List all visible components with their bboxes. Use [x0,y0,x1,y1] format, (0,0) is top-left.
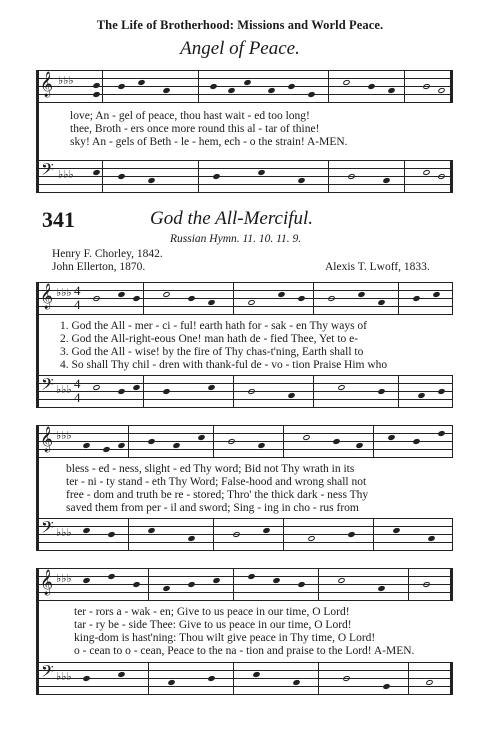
s3-treble-staff [38,568,453,600]
s1-verse-4: 4. So shall Thy chil - dren with thank-ful de - vo - tion Praise Him who [60,359,388,371]
s2-verse-1: bless - ed - ness, slight - ed Thy word; Bid not Thy wrath in its [66,463,355,475]
author-credit-2: John Ellerton, 1870. [52,261,146,273]
author-credit-1: Henry F. Chorley, 1842. [52,248,163,260]
key-signature-icon: ♭♭♭ [58,169,74,181]
page-header: The Life of Brotherhood: Missions and World Peace. [96,18,384,32]
s3-verse-2: tar - ry be - side Thee: Give to us peace in our time, O Lord! [74,619,352,631]
s3-verse-1: ter - rors a - wak - en; Give to us peace in our time, O Lord! [74,606,350,618]
prev-lyric-line-3: sky! An - gels of Beth - le - hem, ech - o the strain! A-MEN. [70,136,348,148]
treble-clef-icon: 𝄞 [40,426,54,451]
tune-name: Russian Hymn. 11. 10. 11. 9. [170,233,302,245]
s2-bass-staff [38,518,453,550]
composer-credit: Alexis T. Lwoff, 1833. [325,261,430,273]
key-signature-icon: ♭♭♭ [56,671,72,683]
s1-treble-staff [38,282,453,314]
bass-clef-icon: 𝄢 [41,663,54,685]
prev-lyric-line-2: thee, Broth - ers once more round this al - tar of thine! [70,123,320,135]
key-signature-icon: ♭♭♭ [56,287,72,299]
bass-clef-icon: 𝄢 [41,376,54,398]
prev-bass-staff [38,160,453,192]
s2-verse-4: saved them from per - il and sword; Sing - ing in cho - rus from [66,502,359,514]
s1-verse-2: 2. God the All-right-eous One! man hath de - fied Thee, Yet to e- [60,333,359,345]
system-brace [36,425,39,551]
time-signature-icon: 4 4 [74,283,81,312]
treble-clef-icon: 𝄞 [40,283,54,308]
key-signature-icon: ♭♭♭ [56,430,72,442]
treble-clef-icon: 𝄞 [40,71,54,96]
prev-treble-staff [38,70,453,102]
treble-clef-icon: 𝄞 [40,569,54,594]
bass-clef-icon: 𝄢 [41,161,54,183]
key-signature-icon: ♭♭♭ [56,527,72,539]
prev-hymn-title: Angel of Peace. [180,38,300,59]
system-brace [36,568,39,695]
system-brace [36,70,39,193]
key-signature-icon: ♭♭♭ [58,75,74,87]
key-signature-icon: ♭♭♭ [56,384,72,396]
s1-bass-staff [38,375,453,407]
time-signature-icon: 4 4 [74,376,81,405]
key-signature-icon: ♭♭♭ [56,573,72,585]
s3-bass-staff [38,662,453,694]
hymn-number: 341 [42,207,75,232]
s2-treble-staff [38,425,453,457]
s2-verse-2: ter - ni - ty stand - eth Thy Word; False-hood and wrong shall not [66,476,367,488]
s1-verse-3: 3. God the All - wise! by the fire of Thy chas-t'ning, Earth shall to [60,346,364,358]
system-brace [36,282,39,408]
s2-verse-3: free - dom and truth be re - stored; Thro' the thick dark - ness Thy [66,489,369,501]
prev-lyric-line-1: love; An - gel of peace, thou hast wait - ed too long! [70,110,310,122]
s3-verse-4: o - cean to o - cean, Peace to the na - tion and praise to the Lord! A-MEN. [74,645,415,657]
hymn-title: God the All-Merciful. [150,208,314,229]
s3-verse-3: king-dom is hast'ning: Thou wilt give peace in Thy time, O Lord! [74,632,376,644]
bass-clef-icon: 𝄢 [41,519,54,541]
s1-verse-1: 1. God the All - mer - ci - ful! earth hath for - sak - en Thy ways of [60,320,368,332]
